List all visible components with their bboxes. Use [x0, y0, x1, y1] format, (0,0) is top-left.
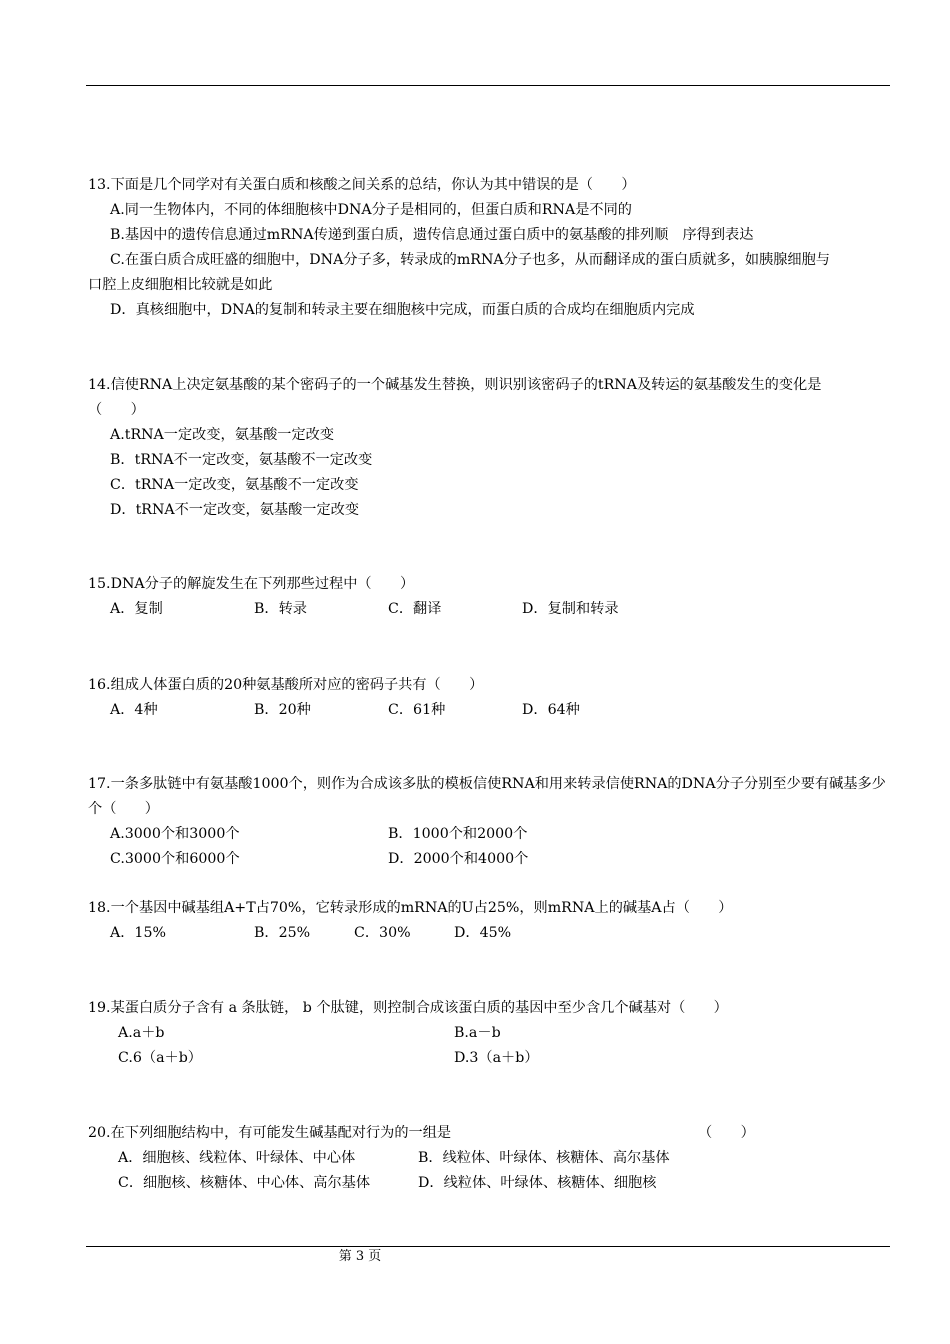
option-a: A．复制 [110, 601, 163, 617]
option-c: C．30% [354, 925, 411, 941]
option-d: D．真核细胞中，DNA的复制和转录主要在细胞核中完成，而蛋白质的合成均在细胞质内完成 [110, 302, 695, 318]
option-c: C．61种 [388, 702, 446, 718]
option-a: A．4种 [110, 702, 158, 718]
option-d: D．64种 [522, 702, 580, 718]
option-c: C.在蛋白质合成旺盛的细胞中，DNA分子多，转录成的mRNA分子也多，从而翻译成的蛋白质就多，如胰腺细胞与 口腔上皮细胞相比较就是如此 [88, 252, 901, 293]
option-d: D．45% [454, 925, 512, 941]
option-a: A.a＋b [118, 1025, 165, 1041]
question-18 [88, 896, 892, 946]
question-stem: 20.在下列细胞结构中，有可能发生碱基配对行为的一组是 [88, 1125, 452, 1141]
header-rule [86, 85, 890, 86]
question-stem: 15.DNA分子的解旋发生在下列那些过程中（ ） [88, 576, 415, 592]
option-c: C.6（a＋b） [118, 1050, 202, 1066]
option-b: B．20种 [254, 702, 311, 718]
option-a: A.同一生物体内，不同的体细胞核中DNA分子是相同的，但蛋白质和RNA是不同的 [110, 202, 632, 218]
option-b: B．转录 [254, 601, 307, 617]
option-b: B.a－b [454, 1025, 501, 1041]
option-b: B．25% [254, 925, 311, 941]
page-number: 第 3 页 [338, 1249, 382, 1264]
question-14 [88, 373, 892, 523]
footer-rule [86, 1246, 890, 1247]
option-d: D．tRNA不一定改变，氨基酸一定改变 [110, 502, 360, 518]
question-17 [88, 772, 892, 872]
option-a: A．细胞核、线粒体、叶绿体、中心体 [118, 1150, 356, 1166]
question-16 [88, 673, 892, 723]
option-d: D．复制和转录 [522, 601, 619, 617]
option-d: D．线粒体、叶绿体、核糖体、细胞核 [418, 1175, 657, 1191]
question-19 [88, 996, 892, 1071]
question-15 [88, 572, 892, 622]
answer-paren: （ ） [698, 1125, 755, 1141]
option-b: B.基因中的遗传信息通过mRNA传递到蛋白质，遗传信息通过蛋白质中的氨基酸的排列顺 序得到表达 [110, 227, 754, 243]
question-stem: 18.一个基因中碱基组A+T占70%，它转录形成的mRNA的U占25%，则mRNA上的碱基A占（ ） [88, 900, 733, 916]
option-b: B．线粒体、叶绿体、核糖体、高尔基体 [418, 1150, 670, 1166]
option-c: C．tRNA一定改变，氨基酸不一定改变 [110, 477, 359, 493]
option-d: D.3（a＋b） [454, 1050, 539, 1066]
question-stem: 17.一条多肽链中有氨基酸1000个，则作为合成该多肽的模板信使RNA和用来转录信使RNA的DNA分子分别至少要有碱基多少个（ ） [88, 776, 886, 817]
option-c: C.3000个和6000个 [110, 851, 240, 867]
question-20 [88, 1121, 892, 1196]
question-stem: 16.组成人体蛋白质的20种氨基酸所对应的密码子共有（ ） [88, 677, 484, 693]
question-13 [88, 173, 901, 323]
option-a: A.3000个和3000个 [110, 826, 240, 842]
question-stem: 19.某蛋白质分子含有 a 条肽链， b 个肽键，则控制合成该蛋白质的基因中至少含几个碱基对（ ） [88, 1000, 728, 1016]
option-b: B．1000个和2000个 [388, 826, 528, 842]
option-d: D．2000个和4000个 [388, 851, 529, 867]
question-stem: 13.下面是几个同学对有关蛋白质和核酸之间关系的总结，你认为其中错误的是（ ） [88, 177, 636, 193]
option-a: A.tRNA一定改变，氨基酸一定改变 [110, 427, 335, 443]
option-a: A．15% [110, 925, 166, 941]
option-b: B．tRNA不一定改变，氨基酸不一定改变 [110, 452, 373, 468]
question-stem: 14.信使RNA上决定氨基酸的某个密码子的一个碱基发生替换，则识别该密码子的tRNA及转运的氨基酸发生的变化是 （ ） [88, 377, 879, 418]
option-c: C．翻译 [388, 601, 442, 617]
option-c: C．细胞核、核糖体、中心体、高尔基体 [118, 1175, 371, 1191]
